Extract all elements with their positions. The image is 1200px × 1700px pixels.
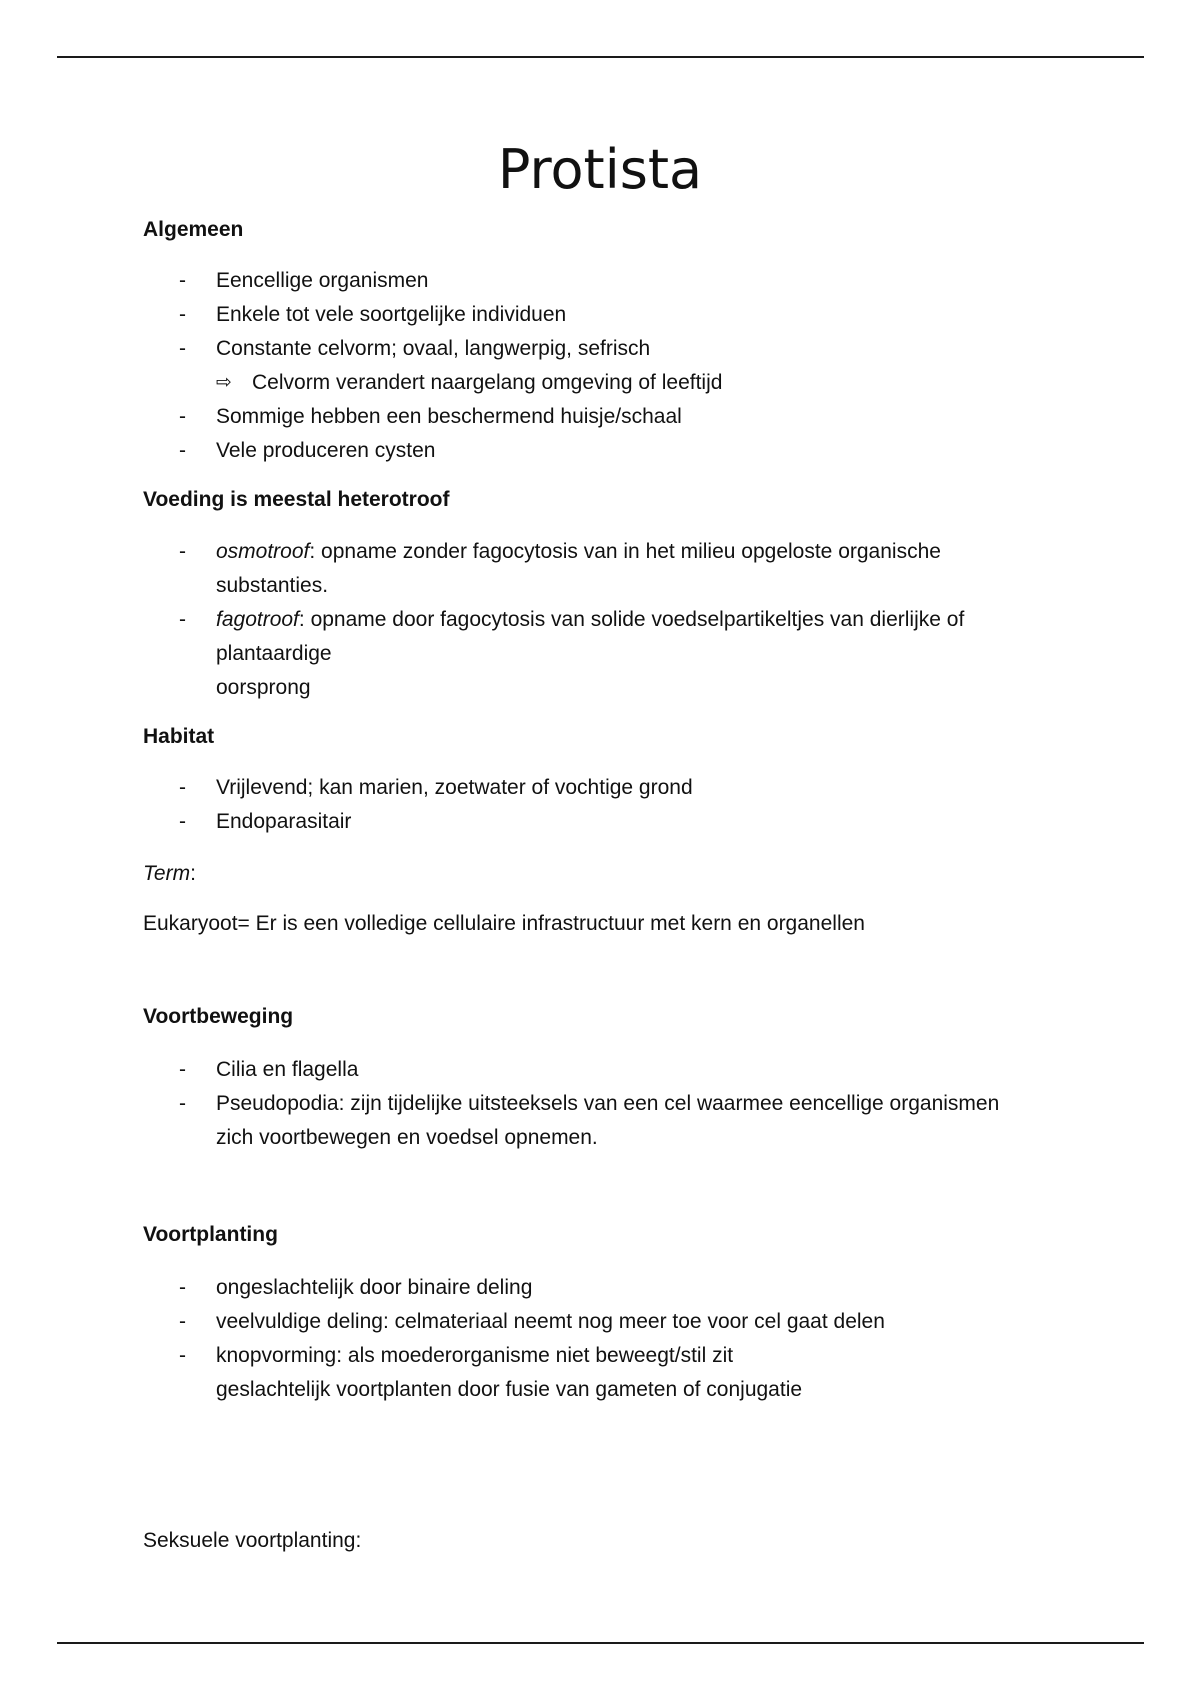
term-label-line: Term: [143, 862, 196, 885]
list-item: - Vele produceren cysten [143, 434, 1073, 468]
list-item-continuation: oorsprong [216, 676, 311, 699]
footer-rule [57, 1642, 1144, 1644]
list-item-continuation: plantaardige [216, 642, 332, 665]
list-item-continuation: geslachtelijk voortplanten door fusie van gameten of conjugatie [216, 1378, 803, 1401]
dash-bullet: - [179, 810, 186, 833]
dash-bullet: - [179, 269, 186, 292]
section-heading: Voeding is meestal heterotroof [143, 488, 450, 511]
list-item-continuation: zich voortbewegen en voedsel opnemen. [216, 1126, 598, 1149]
section-heading: Voortplanting [143, 1223, 278, 1246]
section-voeding [143, 488, 1073, 512]
section-heading: Algemeen [143, 218, 244, 241]
dash-bullet: - [179, 439, 186, 462]
header-rule [57, 56, 1144, 58]
sub-list-item: ⇨ Celvorm verandert naargelang omgeving of leeftijd [143, 366, 1073, 400]
list-item: - osmotroof: opname zonder fagocytosis van in het milieu opgeloste organische [143, 535, 1073, 569]
list-item: - knopvorming: als moederorganisme niet beweegt/stil zit [143, 1339, 1073, 1373]
dash-bullet: - [179, 1092, 186, 1115]
list-item: - Enkele tot vele soortgelijke individuen [143, 298, 1073, 332]
dash-bullet: - [179, 303, 186, 326]
dash-bullet: - [179, 776, 186, 799]
dash-bullet: - [179, 1310, 186, 1333]
dash-bullet: - [179, 608, 186, 631]
habitat-list [143, 771, 1073, 839]
section-heading: Voortbeweging [143, 1005, 294, 1028]
term-osmotroof: osmotroof [216, 540, 310, 563]
voortplanting-list [143, 1271, 1073, 1407]
list-item-continuation: substanties. [216, 574, 329, 597]
arrow-icon: ⇨ [216, 372, 232, 393]
section-voortplanting [143, 1223, 1073, 1247]
term-definition: Eukaryoot= Er is een volledige cellulaire infrastructuur met kern en organellen [143, 912, 865, 935]
dash-bullet: - [179, 1344, 186, 1367]
section-habitat [143, 725, 1073, 749]
term-fagotroof: fagotroof [216, 608, 299, 631]
list-item: - ongeslachtelijk door binaire deling [143, 1271, 1073, 1305]
dash-bullet: - [179, 405, 186, 428]
list-item: - Pseudopodia: zijn tijdelijke uitsteeksels van een cel waarmee eencellige organismen [143, 1087, 1073, 1121]
list-item: - Constante celvorm; ovaal, langwerpig, sefrisch [143, 332, 1073, 366]
list-item: - Cilia en flagella [143, 1053, 1073, 1087]
voortbeweging-list [143, 1053, 1073, 1155]
dash-bullet: - [179, 1058, 186, 1081]
list-item: - Eencellige organismen [143, 264, 1073, 298]
section-algemeen [143, 218, 1073, 242]
dash-bullet: - [179, 1276, 186, 1299]
section-seksueel [143, 1524, 1073, 1558]
list-item: - veelvuldige deling: celmateriaal neemt nog meer toe voor cel gaat delen [143, 1305, 1073, 1339]
list-item: - Sommige hebben een beschermend huisje/schaal [143, 400, 1073, 434]
section-voortbeweging [143, 1005, 1073, 1029]
list-item: - Endoparasitair [143, 805, 1073, 839]
term-label: Term [143, 862, 191, 885]
dash-bullet: - [179, 540, 186, 563]
list-item: - Vrijlevend; kan marien, zoetwater of vochtige grond [143, 771, 1073, 805]
list-item: - fagotroof: opname door fagocytosis van solide voedselpartikeltjes van dierlijke of [143, 603, 1073, 637]
voeding-list [143, 535, 1073, 705]
seksuele-voortplanting-label: Seksuele voortplanting: [143, 1529, 362, 1552]
section-heading: Habitat [143, 725, 215, 748]
page-title: Protista [497, 138, 703, 201]
algemeen-list [143, 264, 1073, 468]
dash-bullet: - [179, 337, 186, 360]
